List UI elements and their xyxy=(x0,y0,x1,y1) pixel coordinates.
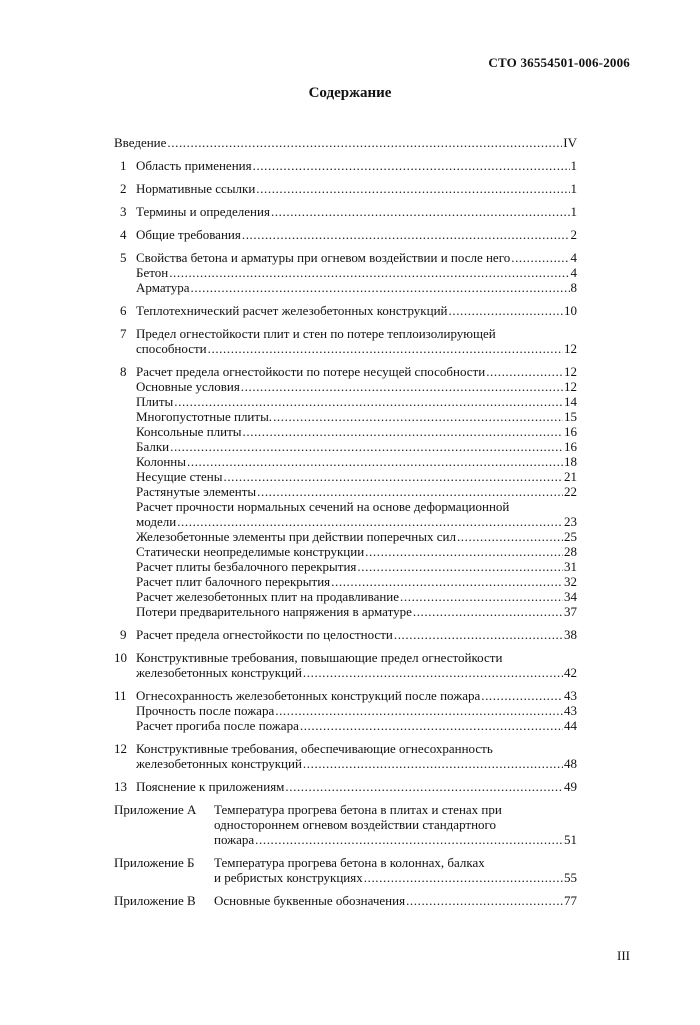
toc-entry-text: Область применения xyxy=(136,158,252,173)
leader-dots xyxy=(242,227,570,242)
toc-entry-text: Основные буквенные обозначения xyxy=(214,893,406,908)
leader-dots xyxy=(257,484,563,499)
leader-dots xyxy=(191,280,570,295)
table-of-contents xyxy=(114,135,577,908)
toc-entry-text: Бетон xyxy=(136,265,169,280)
section-number: 8 xyxy=(120,364,127,379)
toc-subsection[interactable] xyxy=(136,379,577,394)
toc-page-number: 42 xyxy=(564,665,577,680)
leader-dots xyxy=(357,559,563,574)
toc-entry-text: и ребристых конструкциях xyxy=(214,870,363,885)
toc-entry-text: Расчет предела огнестойкости по потере несущей способности xyxy=(136,364,486,379)
toc-subsection[interactable] xyxy=(136,280,577,295)
toc-page-number: 77 xyxy=(564,893,577,908)
leader-dots xyxy=(256,181,569,196)
leader-dots xyxy=(241,379,563,394)
leader-dots xyxy=(275,703,563,718)
toc-page-number: 43 xyxy=(564,703,577,718)
appendix-label: Приложение Б xyxy=(114,855,195,870)
section-number: 3 xyxy=(120,204,127,219)
toc-page-number: 32 xyxy=(564,574,577,589)
toc-entry-text: Многопустотные плиты. xyxy=(136,409,273,424)
toc-entry-text: пожара xyxy=(214,832,255,847)
toc-page-number: 10 xyxy=(564,303,577,318)
toc-subsection[interactable] xyxy=(136,469,577,484)
toc-subsection[interactable] xyxy=(136,439,577,454)
section-number: 4 xyxy=(120,227,127,242)
leader-dots xyxy=(486,364,563,379)
leader-dots xyxy=(511,250,569,265)
toc-page-number: 15 xyxy=(564,409,577,424)
toc-section-10[interactable] xyxy=(114,650,577,680)
toc-page-number: 55 xyxy=(564,870,577,885)
leader-dots xyxy=(400,589,563,604)
leader-dots xyxy=(406,893,563,908)
toc-page-number: 1 xyxy=(570,158,577,173)
toc-page-number: IV xyxy=(563,135,577,150)
toc-entry-text: Предел огнестойкости плит и стен по потере теплоизолирующей xyxy=(136,326,496,341)
leader-dots xyxy=(223,469,563,484)
toc-page-number: 16 xyxy=(564,439,577,454)
leader-dots xyxy=(243,424,563,439)
toc-entry-text: модели xyxy=(136,514,177,529)
toc-section-1[interactable] xyxy=(114,158,577,173)
toc-page-number: 14 xyxy=(564,394,577,409)
toc-section-13[interactable] xyxy=(114,779,577,794)
leader-dots xyxy=(255,832,563,847)
toc-entry-text: Огнесохранность железобетонных конструкций после пожара xyxy=(136,688,481,703)
appendix-label: Приложение А xyxy=(114,802,197,817)
document-code: СТО 36554501-006-2006 xyxy=(488,55,630,70)
toc-page-number: 49 xyxy=(564,779,577,794)
toc-page-number: 38 xyxy=(564,627,577,642)
leader-dots xyxy=(457,529,563,544)
toc-entry-text: Конструктивные требования, повышающие предел огнестойкости xyxy=(136,650,503,665)
section-number: 7 xyxy=(120,326,127,341)
toc-section-2[interactable] xyxy=(114,181,577,196)
toc-entry-text: Расчет плит балочного перекрытия xyxy=(136,574,331,589)
toc-page-number: 8 xyxy=(570,280,577,295)
toc-entry-text: Потери предварительного напряжения в арматуре xyxy=(136,604,412,619)
toc-entry-text: Термины и определения xyxy=(136,204,270,219)
toc-page-number: 21 xyxy=(564,469,577,484)
toc-entry-text: Расчет прочности нормальных сечений на основе деформационной xyxy=(136,499,510,514)
toc-entry-text: Введение xyxy=(114,135,167,150)
toc-subsection[interactable] xyxy=(136,529,577,544)
toc-entry-intro[interactable] xyxy=(114,135,577,150)
section-number: 13 xyxy=(114,779,127,794)
toc-entry-text: железобетонных конструкций xyxy=(136,756,302,771)
toc-entry-text: Общие требования xyxy=(136,227,241,242)
toc-subsection[interactable] xyxy=(136,484,577,499)
toc-page-number: 31 xyxy=(564,559,577,574)
leader-dots xyxy=(481,688,563,703)
toc-entry-text: Свойства бетона и арматуры при огневом воздействии и после него xyxy=(136,250,511,265)
toc-appendix[interactable] xyxy=(114,802,577,847)
leader-dots xyxy=(187,454,563,469)
toc-page-number: 4 xyxy=(570,250,577,265)
toc-entry-text: Температура прогрева бетона в колоннах, балках xyxy=(214,855,485,870)
leader-dots xyxy=(167,135,562,150)
toc-entry-text: Колонны xyxy=(136,454,186,469)
leader-dots xyxy=(449,303,564,318)
toc-subsection[interactable] xyxy=(136,454,577,469)
leader-dots xyxy=(253,158,570,173)
toc-entry-text: Арматура xyxy=(136,280,190,295)
toc-entry-text: Плиты xyxy=(136,394,174,409)
toc-subsection[interactable] xyxy=(136,409,577,424)
section-number: 11 xyxy=(114,688,127,703)
toc-section-6[interactable] xyxy=(114,303,577,318)
toc-subsection[interactable] xyxy=(136,514,577,529)
toc-subsection[interactable] xyxy=(136,574,577,589)
toc-entry-text: Растянутые элементы xyxy=(136,484,257,499)
toc-page-number: 28 xyxy=(564,544,577,559)
leader-dots xyxy=(174,394,563,409)
toc-page-number: 12 xyxy=(564,379,577,394)
toc-entry-text: Основные условия xyxy=(136,379,240,394)
leader-dots xyxy=(177,514,563,529)
toc-subsection[interactable] xyxy=(136,265,577,280)
toc-entry-text: Консольные плиты xyxy=(136,424,242,439)
toc-page-number: 48 xyxy=(564,756,577,771)
leader-dots xyxy=(169,265,569,280)
toc-entry-text: способности xyxy=(136,341,207,356)
toc-page-number: 12 xyxy=(564,364,577,379)
section-number: 10 xyxy=(114,650,127,665)
toc-appendix[interactable] xyxy=(114,893,577,908)
toc-subsection[interactable] xyxy=(136,499,577,514)
toc-page-number: 1 xyxy=(570,204,577,219)
page-number: III xyxy=(617,948,630,963)
toc-page-number: 2 xyxy=(570,227,577,242)
page-title: Содержание xyxy=(308,85,392,101)
toc-page-number: 22 xyxy=(564,484,577,499)
toc-entry-text: Расчет железобетонных плит на продавливание xyxy=(136,589,400,604)
section-number: 6 xyxy=(120,303,127,318)
toc-entry-text: Расчет плиты безбалочного перекрытия xyxy=(136,559,357,574)
toc-section-9[interactable] xyxy=(114,627,577,642)
toc-subsection[interactable] xyxy=(136,718,577,733)
leader-dots xyxy=(413,604,563,619)
toc-page-number: 12 xyxy=(564,341,577,356)
toc-entry-text: Нормативные ссылки xyxy=(136,181,256,196)
toc-page-number: 34 xyxy=(564,589,577,604)
leader-dots xyxy=(364,870,563,885)
toc-entry-text: Пояснение к приложениям xyxy=(136,779,285,794)
leader-dots xyxy=(331,574,563,589)
toc-page-number: 51 xyxy=(564,832,577,847)
toc-subsection[interactable] xyxy=(136,559,577,574)
toc-page-number: 43 xyxy=(564,688,577,703)
toc-section-12[interactable] xyxy=(114,741,577,771)
toc-entry-text: Прочность после пожара xyxy=(136,703,275,718)
toc-page-number: 16 xyxy=(564,424,577,439)
toc-section-5[interactable] xyxy=(114,250,577,295)
leader-dots xyxy=(365,544,563,559)
toc-subsection[interactable] xyxy=(136,604,577,619)
section-number: 9 xyxy=(120,627,127,642)
leader-dots xyxy=(170,439,563,454)
toc-section-7[interactable] xyxy=(114,326,577,356)
toc-subsection[interactable] xyxy=(136,544,577,559)
section-number: 12 xyxy=(114,741,127,756)
toc-entry-text: одностороннем огневом воздействии стандартного xyxy=(214,817,497,832)
leader-dots xyxy=(208,341,563,356)
toc-entry-text: Теплотехнический расчет железобетонных конструкций xyxy=(136,303,448,318)
toc-section-8[interactable] xyxy=(114,364,577,619)
leader-dots xyxy=(303,665,563,680)
leader-dots xyxy=(273,409,563,424)
leader-dots xyxy=(394,627,563,642)
leader-dots xyxy=(303,756,563,771)
leader-dots xyxy=(271,204,570,219)
toc-subsection[interactable] xyxy=(136,394,577,409)
toc-subsection[interactable] xyxy=(136,589,577,604)
toc-page-number: 44 xyxy=(564,718,577,733)
toc-subsection[interactable] xyxy=(136,424,577,439)
toc-entry-text: Статически неопределимые конструкции xyxy=(136,544,365,559)
toc-page-number: 18 xyxy=(564,454,577,469)
toc-subsection[interactable] xyxy=(136,703,577,718)
leader-dots xyxy=(285,779,563,794)
toc-page-number: 25 xyxy=(564,529,577,544)
toc-entry-text: Расчет прогиба после пожара xyxy=(136,718,299,733)
toc-page-number: 37 xyxy=(564,604,577,619)
toc-entry-text: Железобетонные элементы при действии поперечных сил xyxy=(136,529,456,544)
leader-dots xyxy=(300,718,563,733)
toc-entry-text: Конструктивные требования, обеспечивающие огнесохранность xyxy=(136,741,493,756)
toc-page-number: 23 xyxy=(564,514,577,529)
toc-page-number: 4 xyxy=(570,265,577,280)
section-number: 2 xyxy=(120,181,127,196)
toc-entry-text: железобетонных конструкций xyxy=(136,665,302,680)
toc-entry-text: Несущие стены xyxy=(136,469,223,484)
toc-entry-text: Балки xyxy=(136,439,170,454)
toc-appendix[interactable] xyxy=(114,855,577,885)
toc-section-11[interactable] xyxy=(114,688,577,733)
appendix-label: Приложение В xyxy=(114,893,196,908)
toc-section-4[interactable] xyxy=(114,227,577,242)
toc-entry-text: Температура прогрева бетона в плитах и стенах при xyxy=(214,802,502,817)
toc-section-3[interactable] xyxy=(114,204,577,219)
toc-entry-text: Расчет предела огнестойкости по целостности xyxy=(136,627,393,642)
section-number: 5 xyxy=(120,250,127,265)
toc-page-number: 1 xyxy=(570,181,577,196)
section-number: 1 xyxy=(120,158,127,173)
